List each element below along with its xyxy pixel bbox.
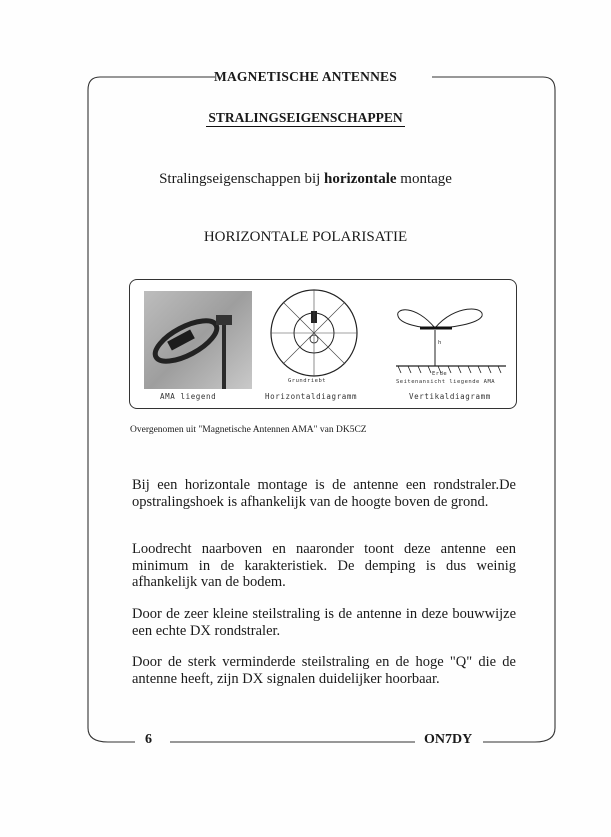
paragraph-3: Door de zeer kleine steilstraling is de antenne in deze bouwwijze een echte DX rondstraler. <box>132 606 516 639</box>
section-title-text: STRALINGSEIGENSCHAPPEN <box>208 110 403 125</box>
subtitle <box>0 171 611 188</box>
header-title: MAGNETISCHE ANTENNES <box>214 69 397 84</box>
section-title <box>0 110 611 126</box>
paragraph-4: Door de sterk verminderde steilstraling en de hoge "Q" die de antenne heeft, zijn DX signalen duidelijker hoorbaar. <box>132 654 516 687</box>
antenna-photo-image <box>144 291 252 389</box>
vertical-diagram <box>390 294 506 380</box>
h-label: h <box>438 340 442 346</box>
antenna-photo <box>144 291 252 389</box>
subtitle-suffix: montage <box>396 171 452 187</box>
paragraph-1: Bij een horizontale montage is de antenne een rondstraler.De opstralingshoek is afhankelijk van de hoogte boven de grond. <box>132 477 516 510</box>
subtitle-prefix: Stralingseigenschappen bij <box>159 171 325 187</box>
figure-box <box>129 279 517 409</box>
paragraph-2: Loodrecht naarboven en naaronder toont deze antenne een minimum in de karakteristiek. De demping is dus weinig afhankelijk van de bodem. <box>132 541 516 591</box>
side-view-label: Seitenansicht liegende AMA <box>396 379 496 385</box>
horizontal-diagram <box>266 285 362 381</box>
footer-callsign: ON7DY <box>424 732 473 747</box>
subtitle-bold: horizontale <box>324 171 397 187</box>
ground-view-label: Grundriebt <box>288 378 327 384</box>
page-number: 6 <box>145 732 152 747</box>
horizontal-caption: Horizontaldiagramm <box>265 392 358 401</box>
earth-label: Erde <box>432 371 448 377</box>
photo-caption: AMA liegend <box>160 392 217 401</box>
polarisation-heading: HORIZONTALE POLARISATIE <box>203 229 408 245</box>
figure-credit: Overgenomen uit "Magnetische Antennen AMA" van DK5CZ <box>130 425 367 435</box>
vertical-caption: Vertikaldiagramm <box>409 392 491 401</box>
